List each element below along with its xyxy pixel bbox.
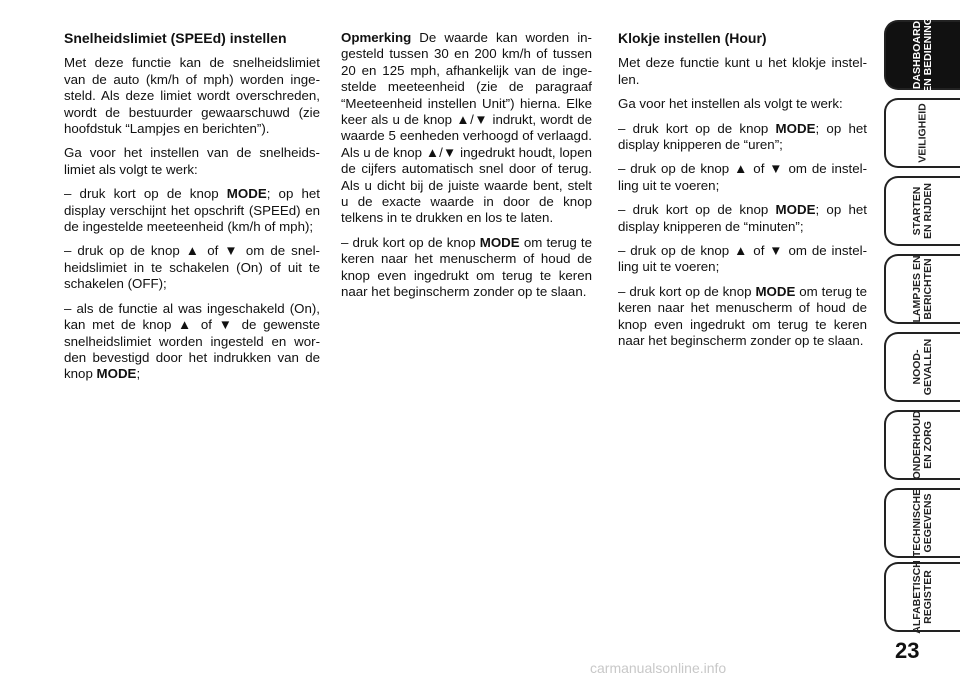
section-title-speed: Snelheidslimiet (SPEEd) instellen bbox=[64, 30, 287, 46]
mode-key-label: MODE bbox=[775, 120, 816, 136]
column-clock bbox=[618, 30, 867, 358]
step-item: – druk op de knop ▲ of ▼ om de instel-ling uit te voeren; bbox=[618, 161, 867, 193]
step-text: ; op het display knipperen de “minuten”; bbox=[618, 202, 867, 234]
paragraph: Met deze functie kan de snelheidslimiet van de auto (km/h of mph) worden inge-steld. Als deze limiet wordt overschreden, wordt de bestuurder gewaarschuwd (zie hoofdstuk “Lampjes en berichten”). bbox=[64, 55, 320, 137]
mode-key-label: MODE bbox=[755, 283, 796, 299]
tab-label: VEILIGHEID bbox=[916, 103, 929, 163]
step-text: ; bbox=[136, 366, 141, 382]
step-item bbox=[64, 301, 320, 383]
watermark: carmanualsonline.info bbox=[590, 660, 727, 676]
mode-key-label: MODE bbox=[226, 186, 267, 202]
step-text: ; op het display knipperen de “uren”; bbox=[618, 120, 867, 153]
tab-safety[interactable] bbox=[884, 98, 960, 168]
mode-key-label: MODE bbox=[96, 366, 137, 382]
step-item: – druk op de knop ▲ of ▼ om de instel-ling uit te voeren; bbox=[618, 243, 867, 275]
step-text: – druk kort op de knop bbox=[618, 283, 756, 299]
step-text: – druk kort op de knop bbox=[64, 186, 227, 202]
paragraph: Ga voor het instellen van de snelheids-limiet als volgt te werk: bbox=[64, 145, 320, 177]
section-title-clock: Klokje instellen (Hour) bbox=[618, 30, 767, 46]
tab-label: STARTEN EN RIJDEN bbox=[911, 182, 934, 240]
tab-label: ONDERHOUD EN ZORG bbox=[911, 410, 934, 480]
note-paragraph bbox=[341, 30, 592, 227]
step-item bbox=[618, 202, 867, 235]
tab-label: LAMPJES EN BERICHTEN bbox=[911, 255, 934, 323]
step-item bbox=[341, 235, 592, 301]
step-text: – druk kort op de knop bbox=[618, 202, 776, 218]
note-label: Opmerking bbox=[341, 30, 412, 45]
mode-key-label: MODE bbox=[479, 234, 520, 250]
tab-label: NOOD- GEVALLEN bbox=[911, 338, 934, 396]
step-item bbox=[618, 284, 867, 350]
paragraph: Ga voor het instellen als volgt te werk: bbox=[618, 96, 843, 112]
tab-warning-lights[interactable] bbox=[884, 254, 960, 324]
column-note bbox=[341, 30, 592, 309]
tab-maintenance[interactable] bbox=[884, 410, 960, 480]
tab-label: ALFABETISCH REGISTER bbox=[911, 560, 934, 634]
mode-key-label: MODE bbox=[775, 202, 816, 218]
tab-emergencies[interactable] bbox=[884, 332, 960, 402]
step-text: – druk kort op de knop bbox=[618, 120, 776, 136]
paragraph: Met deze functie kunt u het klokje instel-len. bbox=[618, 55, 867, 87]
tab-label: TECHNISCHE GEGEVENS bbox=[911, 488, 934, 558]
step-text: ; op het display verschijnt het opschrift (SPEEd) en de ingestelde meeteenheid (km/h of mph); bbox=[64, 186, 320, 235]
step-text: – als de functie al was ingeschakeld (On), kan met de knop ▲ of ▼ de gewenste snelheidslimiet worden ingesteld en wor-den bevestigd door het indrukken van de knop bbox=[64, 300, 320, 382]
tab-index[interactable] bbox=[884, 562, 960, 632]
step-item bbox=[64, 186, 320, 235]
tab-starting-driving[interactable] bbox=[884, 176, 960, 246]
step-text: om terug te keren naar het menuscherm of houd de knop even ingedrukt om terug te keren naar het beginscherm zonder op te slaan. bbox=[618, 283, 868, 349]
tab-technical-data[interactable] bbox=[884, 488, 960, 558]
note-text: De waarde kan worden in-gesteld tussen 30 en 200 km/h of tussen 20 en 125 mph, afhankelijk van de inge-stelde meeteenheid (zie de paragraaf “Meeteenheid instellen Unit”) hierna. Elke keer als u de knop ▲/▼ indrukt, wordt de waarde 5 eenheden verhoogd of verlaagd. Als u de knop ▲/▼ ingedrukt houdt, lopen de cijfers automatisch snel door of terug. Als u dicht bij de juiste waarde bent, stelt u de exacte waarde in door de knop telkens in te drukken en los te laten. bbox=[341, 30, 592, 226]
tab-label: DASHBOARD EN BEDIENING bbox=[911, 17, 934, 93]
tab-dashboard[interactable] bbox=[884, 17, 960, 93]
step-item bbox=[618, 121, 867, 154]
chapter-tabs bbox=[884, 0, 960, 678]
step-text: om terug te keren naar het menuscherm of houd de knop even ingedrukt om terug te keren naar het beginscherm zonder op te slaan. bbox=[341, 234, 592, 300]
page-number: 23 bbox=[895, 638, 920, 663]
column-speed-limit bbox=[64, 30, 320, 391]
step-text: – druk kort op de knop bbox=[341, 234, 480, 250]
step-item: – druk op de knop ▲ of ▼ om de snel-heidslimiet in te schakelen (On) of uit te schakelen (OFF); bbox=[64, 243, 320, 292]
